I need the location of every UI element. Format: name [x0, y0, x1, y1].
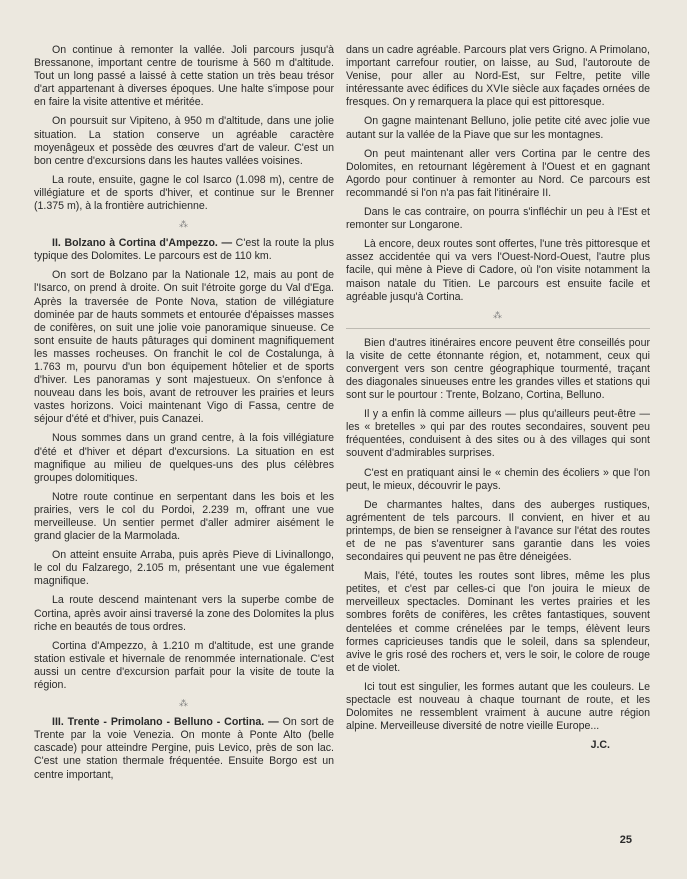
paragraph: Notre route continue en serpentant dans les bois et les prairies, vers le col du Pordoi, 2.239 m, offrant une vue merveilleuse. Un sentier permet d'aller admirer aisément le grand glacier de la Marmolada. [34, 490, 334, 543]
paragraph: On poursuit sur Vipiteno, à 950 m d'altitude, dans une jolie situation. La station conserve un agréable caractère moyenâgeux et possède des œuvres d'art de valeur. C'est un bon centre d'excursions dans les hautes vallées voisines. [34, 115, 334, 167]
paragraph: On gagne maintenant Belluno, jolie petite cité avec jolie vue autant sur la vallée de la Piave que sur les montagnes. [346, 115, 650, 141]
section-intro: On sort de Trente par la voie Venezia. On monte à Ponte Alto (belle cascade) pour atteindre Pergine, puis Levico, près de son lac. C'est une station thermale fréquentée. Ensuite Borgo est un centre important, [34, 716, 335, 781]
paragraph: On continue à remonter la vallée. Joli parcours jusqu'à Bressanone, important centre de tourisme à 560 m d'altitude. Tout un long passé a laissé à cette station un très beau trésor d'art appartenant à diverses époques. Une halte s'impose pour en faire la visite attentive et méritée. [34, 44, 334, 109]
divider [346, 328, 650, 329]
section-heading-paragraph [34, 716, 334, 781]
paragraph: Mais, l'été, toutes les routes sont libres, même les plus petites, et c'est par celles-ci que l'on jouira le mieux de merveilleux spectacles. Dominant les vertes prairies et les sombres forêts de conifères, les crêtes fantastiques, souvent dentelées et comme crénelées par le temps, élèvent leurs formes capricieuses tandis que le soleil, dans sa splendeur, avive le gris rosé des rochers et, vers le soir, le colore de rouge et de violet. [346, 570, 650, 674]
paragraph: La route descend maintenant vers la superbe combe de Cortina, après avoir ainsi traversé la zone des Dolomites la plus riche en beautés de tous ordres. [34, 594, 334, 633]
section-separator-icon: ⁂ [493, 309, 503, 320]
paragraph: Bien d'autres itinéraires encore peuvent être conseillés pour la visite de cette étonnante région, et, notamment, ceux qui convergent vers son centre géographique tourmenté, traçant des diagonales sinueuses entre les grandes villes et stations qui sont sur le pourtour : Trente, Bolzano, Cortina, Belluno. [346, 336, 650, 402]
section-intro: C'est la route la plus typique des Dolomites. Le parcours est de 110 km. [34, 237, 334, 263]
paragraph: Là encore, deux routes sont offertes, l'une très pittoresque et assez accidentée qui va vers l'Ouest-Nord-Ouest, l'autre plus facile, qui mène à Pieve di Cadore, où l'on visite notamment la maison natale du Titien. Le parcours est ensuite facile et agréable jusqu'à Cortina. [346, 238, 650, 303]
paragraph: On peut maintenant aller vers Cortina par le centre des Dolomites, en retournant légèrement à l'Ouest et en gagnant Agordo pour continuer à remonter au Nord. Ce parcours est recommandé si l'on n'a pas fait l'itinéraire II. [346, 147, 650, 199]
section-separator-icon: ⁂ [179, 698, 189, 709]
paragraph: Cortina d'Ampezzo, à 1.210 m d'altitude, est une grande station estivale et hivernale de renommée internationale. C'est aussi un centre d'excursion parfait pour la visite de toute la région. [34, 639, 334, 692]
section-heading: III. Trente - Primolano - Belluno - Cortina. — [52, 716, 279, 729]
section-separator-icon: ⁂ [179, 219, 189, 230]
paragraph: Nous sommes dans un grand centre, à la fois villégiature d'été et d'hiver et départ d'excursions. La situation en est magnifique au milieu de quelques-uns des plus célèbres groupes dolomitiques. [34, 432, 334, 484]
left-column [34, 44, 334, 788]
paragraph: On sort de Bolzano par la Nationale 12, mais au pont de l'Isarco, on prend à droite. On suit l'étroite gorge du Val d'Ega. Après la traversée de Ponte Nova, station de villégiature dominée par de hauts sommets et entourée d'épaisses masses de conifères, on suit une jolie voie panoramique sinueuse. Ce sont ensuite de hauts pâturages qui dominent magnifiquement les masses rocheuses. On franchit le col de Costalunga, à 1.763 m, pourvu d'un bon équipement hôtelier et de sports d'hiver. Les panoramas y sont majestueux. On s'enfonce à nouveau dans les bois, avant de retrouver les prairies et leurs vastes horizons. Voici maintenant Vigo di Fassa, centre de séjour d'été et d'hiver, puis Canazei. [34, 269, 334, 426]
paragraph: Ici tout est singulier, les formes autant que les couleurs. Le spectacle est nouveau à chaque tournant de route, et les Dolomites ne ressemblent vraiment à aucune autre région alpine. Merveilleuse diversité de notre vieille Europe... [346, 680, 650, 733]
paragraph: Il y a enfin là comme ailleurs — plus qu'ailleurs peut-être — les « bretelles » qui par des routes secondaires, souvent peu fréquentées, conduisent à des sites ou à des villages qui sont souvent d'admirables surprises. [346, 408, 650, 460]
paragraph: dans un cadre agréable. Parcours plat vers Grigno. A Primolano, important carrefour routier, on laisse, au Sud, l'autoroute de Venise, pour aller au Nord-Est, sur Feltre, petite ville intéressante avec édifices du XVIe siècle aux façades ornées de fresques. On y remarquera la place qui est pittoresque. [346, 44, 650, 109]
section-heading-paragraph [34, 237, 334, 263]
paragraph: C'est en pratiquant ainsi le « chemin des écoliers » que l'on peut, le mieux, découvrir le pays. [346, 466, 650, 492]
paragraph: On atteint ensuite Arraba, puis après Pieve di Livinallongo, le col du Falzarego, 2.105 m, présentant une vue également magnifique. [34, 549, 334, 588]
section-heading: II. Bolzano à Cortina d'Ampezzo. — [52, 237, 233, 250]
paragraph: Dans le cas contraire, on pourra s'infléchir un peu à l'Est et remonter sur Longarone. [346, 206, 650, 232]
author-signature: J.C. [590, 739, 610, 752]
paragraph: De charmantes haltes, dans des auberges rustiques, agrémentent de tels parcours. Il convient, en hiver et au printemps, de bien se renseigner à l'avance sur l'état des routes et de ne pas s'aventurer sans garantie dans les voies secondaires qui peuvent ne pas être déneigées. [346, 498, 650, 564]
page-number: 25 [619, 834, 632, 846]
paragraph: La route, ensuite, gagne le col Isarco (1.098 m), centre de villégiature et de sports d'hiver, et continue sur le Brenner (1.375 m), à la frontière autrichienne. [34, 173, 334, 213]
right-column [346, 44, 650, 752]
